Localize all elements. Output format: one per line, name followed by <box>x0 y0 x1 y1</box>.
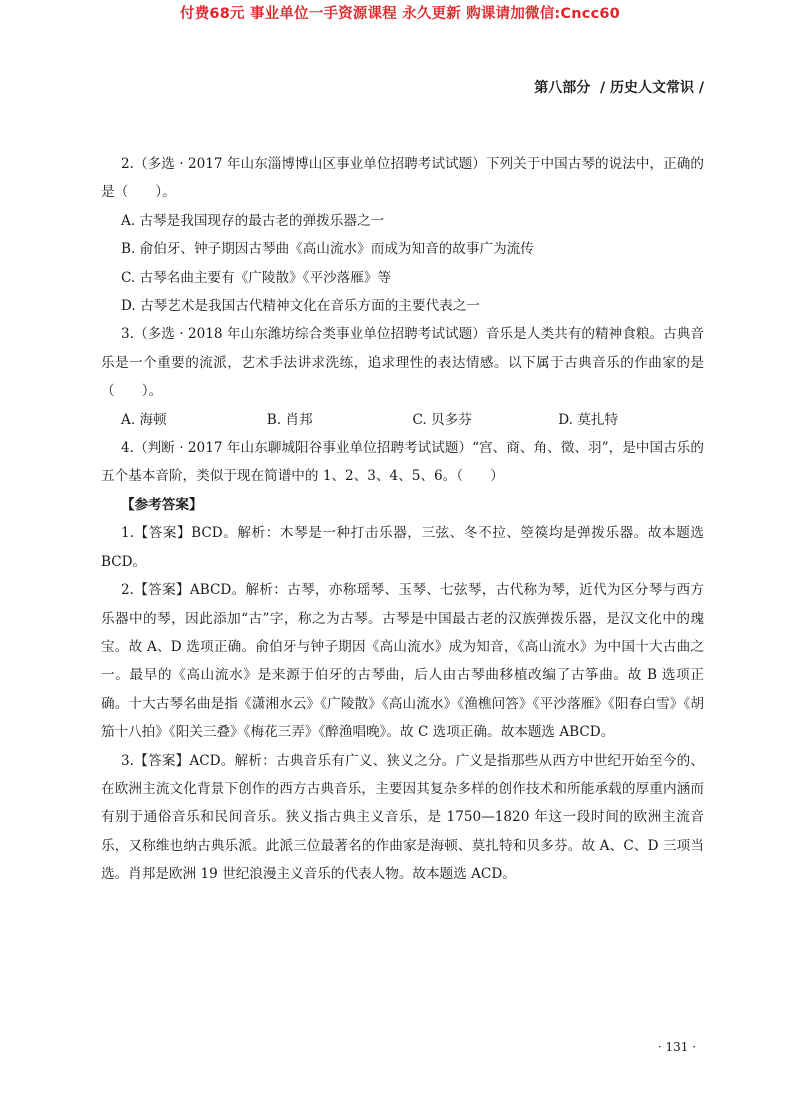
question-2-option-a: A. 古琴是我国现存的最古老的弹拨乐器之一 <box>121 212 385 229</box>
question-3-option-d: D. 莫扎特 <box>558 411 619 428</box>
watermark-banner: 付费68元 事业单位一手资源课程 永久更新 购课请加微信:Cncc60 <box>180 6 620 22</box>
question-2-option-c: C. 古琴名曲主要有《广陵散》《平沙落雁》等 <box>121 269 392 286</box>
question-2-option-d: D. 古琴艺术是我国古代精神文化在音乐方面的主要代表之一 <box>121 298 480 315</box>
question-3-option-a: A. 海顿 <box>121 411 167 428</box>
question-3-stem: 3.（多选 · 2018 年山东潍坊综合类事业单位招聘考试试题）音乐是人类共有的精神食粮。古典音乐是一个重要的流派，艺术手法讲求洗练，追求理性的表达情感。以下属于古典音乐的作曲家的是（ ）。 <box>101 326 704 400</box>
answer-2: 2.【答案】ABCD。解析：古琴，亦称瑶琴、玉琴、七弦琴，古代称为琴，近代为区分琴与西方乐器中的琴，因此添加“古”字，称之为古琴。古琴是中国最古老的汉族弹拨乐器，是汉文化中的瑰宝。故 A、D 选项正确。俞伯牙与钟子期因《高山流水》成为知音，《高山流水》为中国十大古曲之一。最早的《高山流水》是来源于伯牙的古琴曲，后人由古琴曲移植改编了古筝曲。故 B 选项正确。十大古琴名曲是指《潇湘水云》《广陵散》《高山流水》《渔樵问答》《平沙落雁》《阳春白雪》《胡笳十八拍》《阳关三叠》《梅花三弄》《醉渔唱晚》。故 C 选项正确。故本题选 ABCD。 <box>101 582 704 741</box>
answer-3: 3.【答案】ACD。解析：古典音乐有广义、狭义之分。广义是指那些从西方中世纪开始至今的、在欧洲主流文化背景下创作的西方古典音乐，主要因其复杂多样的创作技术和所能承载的厚重内涵而有别于通俗音乐和民间音乐。狭义指古典主义音乐，是 1750—1820 年这一段时间的欧洲主流音乐，又称维也纳古典乐派。此派三位最著名的作曲家是海顿、莫扎特和贝多芬。故 A、C、D 三项当选。肖邦是欧洲 19 世纪浪漫主义音乐的代表人物。故本题选 ACD。 <box>101 752 704 883</box>
running-head: 第八部分 / 历史人文常识 / <box>534 80 704 96</box>
page-body <box>101 150 704 889</box>
answers-heading: 【参考答案】 <box>121 496 203 513</box>
question-3-options <box>101 406 704 434</box>
answer-1: 1.【答案】BCD。解析：木琴是一种打击乐器，三弦、冬不拉、箜篌均是弹拨乐器。故本题选 BCD。 <box>101 525 704 570</box>
question-2-stem: 2.（多选 · 2017 年山东淄博博山区事业单位招聘考试试题）下列关于中国古琴的说法中，正确的是（ ）。 <box>101 156 704 201</box>
question-4-stem: 4.（判断 · 2017 年山东聊城阳谷事业单位招聘考试试题）“宫、商、角、徵、羽”，是中国古乐的五个基本音阶，类似于现在简谱中的 1、2、3、4、5、6。（ ） <box>101 440 704 485</box>
question-3-option-c: C. 贝多芬 <box>412 411 472 428</box>
question-2-option-b: B. 俞伯牙、钟子期因古琴曲《高山流水》而成为知音的故事广为流传 <box>121 241 534 258</box>
page-number: · 131 · <box>657 1040 696 1054</box>
question-3-option-b: B. 肖邦 <box>266 411 313 428</box>
